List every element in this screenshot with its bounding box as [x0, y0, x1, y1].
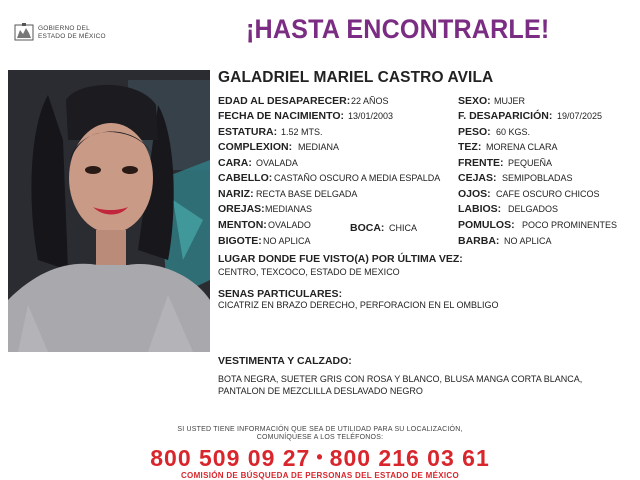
value-nacimiento: 13/01/2003	[348, 111, 394, 121]
portrait-illustration	[8, 70, 210, 352]
label-estatura: ESTATURA:	[218, 126, 278, 138]
label-edad: EDAD AL DESAPARECER:	[218, 95, 351, 107]
label-barba: BARBA:	[458, 235, 500, 247]
gov-line-1: GOBIERNO DEL	[38, 25, 90, 32]
value-cejas: SEMIPOBLADAS	[502, 173, 573, 183]
phone-1[interactable]: 800 509 09 27	[150, 445, 311, 471]
senas-value: CICATRIZ EN BRAZO DERECHO, PERFORACION EN EL OMBLIGO	[218, 300, 499, 310]
value-barba: NO APLICA	[504, 236, 552, 246]
value-fdesaparicion: 19/07/2025	[557, 111, 603, 121]
label-sexo: SEXO:	[458, 95, 491, 107]
value-cara: OVALADA	[256, 158, 298, 168]
label-boca: BOCA:	[350, 222, 385, 234]
contact-notice-2: COMUNÍQUESE A LOS TELÉFONOS:	[256, 434, 384, 441]
label-cara: CARA:	[218, 157, 252, 169]
vestimenta-line-2: PANTALON DE MEZCLILLA DESLAVADO NEGRO	[218, 386, 423, 396]
label-nacimiento: FECHA DE NACIMIENTO:	[218, 110, 344, 122]
label-cejas: CEJAS:	[458, 172, 497, 184]
label-cabello: CABELLO:	[218, 172, 273, 184]
value-ojos: CAFE OSCURO CHICOS	[496, 189, 600, 199]
phone-separator: •	[316, 447, 324, 467]
senas-label: SENAS PARTICULARES:	[218, 288, 343, 300]
label-peso: PESO:	[458, 126, 491, 138]
value-complexion: MEDIANA	[298, 142, 340, 152]
value-cabello: CASTAÑO OSCURO A MEDIA ESPALDA	[274, 173, 441, 183]
headline: ¡HASTA ENCONTRARLE!	[246, 14, 550, 44]
commission-footer: COMISIÓN DE BÚSQUEDA DE PERSONAS DEL ESTADO DE MÉXICO	[180, 471, 459, 480]
value-tez: MORENA CLARA	[486, 142, 558, 152]
missing-person-photo	[8, 70, 210, 352]
contact-notice-1: SI USTED TIENE INFORMACIÓN QUE SEA DE UTILIDAD PARA SU LOCALIZACIÓN,	[177, 426, 463, 433]
label-ojos: OJOS:	[458, 188, 491, 200]
person-name: GALADRIEL MARIEL CASTRO AVILA	[218, 69, 494, 86]
label-nariz: NARIZ:	[218, 188, 254, 200]
phone-numbers	[0, 445, 640, 472]
phone-2[interactable]: 800 216 03 61	[329, 445, 490, 471]
label-frente: FRENTE:	[458, 157, 504, 169]
vestimenta-label: VESTIMENTA Y CALZADO:	[218, 355, 352, 367]
value-menton: OVALADO	[268, 220, 311, 230]
value-bigote: NO APLICA	[263, 236, 311, 246]
government-logo	[14, 22, 134, 44]
value-sexo: MUJER	[494, 96, 525, 106]
vestimenta-line-1: BOTA NEGRA, SUETER GRIS CON ROSA Y BLANCO, BLUSA MANGA CORTA BLANCA,	[218, 374, 583, 384]
label-labios: LABIOS:	[458, 203, 502, 215]
value-boca: CHICA	[389, 223, 418, 233]
label-tez: TEZ:	[458, 141, 482, 153]
value-labios: DELGADOS	[508, 204, 559, 214]
gov-line-2: ESTADO DE MÉXICO	[38, 33, 106, 40]
label-orejas: OREJAS:	[218, 203, 265, 215]
lugar-label: LUGAR DONDE FUE VISTO(A) POR ÚLTIMA VEZ:	[218, 253, 463, 265]
value-nariz: RECTA BASE DELGADA	[256, 189, 358, 199]
value-orejas: MEDIANAS	[265, 204, 313, 214]
value-edad: 22 AÑOS	[351, 96, 389, 106]
value-pomulos: POCO PROMINENTES	[522, 220, 618, 230]
value-frente: PEQUEÑA	[508, 158, 553, 168]
value-peso: 60 KGS.	[496, 127, 531, 137]
label-menton: MENTON:	[218, 219, 267, 231]
state-seal-icon	[14, 22, 34, 42]
label-complexion: COMPLEXION:	[218, 141, 293, 153]
label-bigote: BIGOTE:	[218, 235, 262, 247]
lugar-value: CENTRO, TEXCOCO, ESTADO DE MEXICO	[218, 267, 400, 277]
label-pomulos: POMULOS:	[458, 219, 515, 231]
label-fdesaparicion: F. DESAPARICIÓN:	[458, 110, 553, 122]
value-estatura: 1.52 MTS.	[281, 127, 323, 137]
